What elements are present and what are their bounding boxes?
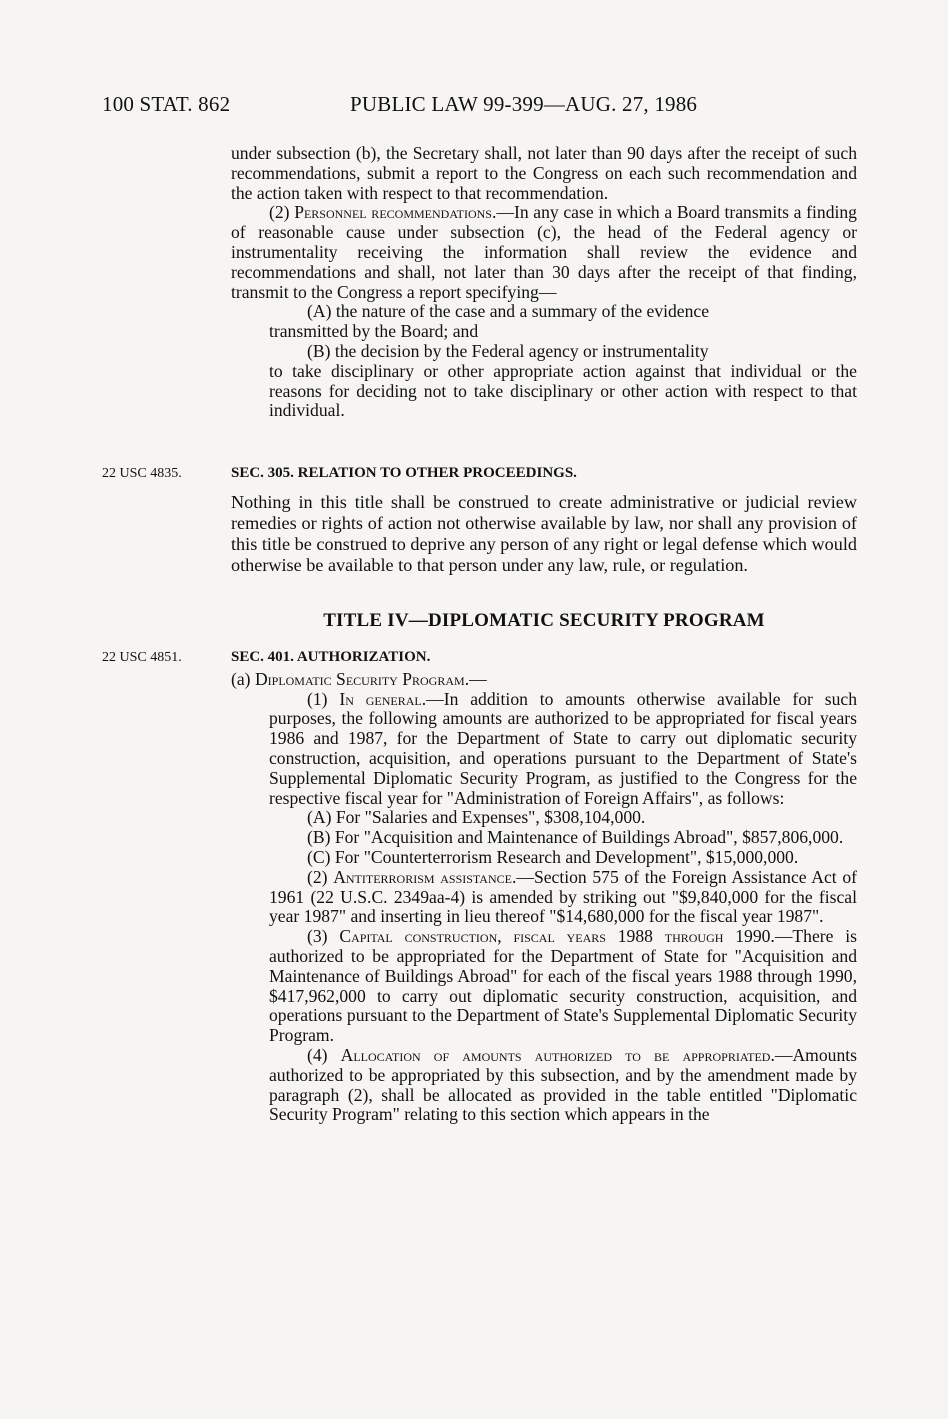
subparagraph-a: (A) For "Salaries and Expenses", $308,104,000. — [307, 807, 646, 828]
paragraph-heading: Personnel recommendations — [294, 202, 492, 223]
page-header-law: PUBLIC LAW 99-399—AUG. 27, 1986 — [350, 92, 698, 116]
page-header-stat: 100 STAT. 862 — [102, 92, 231, 116]
subparagraph-b: (B) For "Acquisition and Maintenance of Buildings Abroad", $857,806,000. — [307, 827, 844, 848]
subsection-a-heading: (a) Diplomatic Security Program.— — [231, 668, 487, 689]
subparagraph-a-continued: transmitted by the Board; and — [269, 321, 479, 342]
continued-section-block — [231, 144, 857, 421]
margin-citation: 22 USC 4835. — [102, 466, 182, 481]
subparagraph-b: (B) the decision by the Federal agency or instrumentality — [307, 340, 709, 361]
subparagraph-a: (A) the nature of the case and a summary of the evidence — [307, 301, 710, 322]
section-heading: SEC. 401. AUTHORIZATION. — [231, 649, 431, 665]
section-305-text: Nothing in this title shall be construed to create administrative or judicial review remedies or rights of action not otherwise available by law, nor shall any provision of this title be construed to deprive any person of any right or legal defense which would otherwise be available to that person under any law, rule, or regulation. — [231, 491, 857, 575]
paragraph-3: (3) Capital construction, fiscal years 1988 through 1990.—There is authorized to be appropriated for the Department of State for "Acquisition and Maintenance of Buildings Abroad" for each of the fiscal years 1988 through 1990, $417,962,000 to carry out diplomatic security construction, acquisition, and operations pursuant to the Department of State's Supplemental Diplomatic Security Program. — [269, 926, 857, 1046]
section-heading: SEC. 305. RELATION TO OTHER PROCEEDINGS. — [231, 465, 577, 481]
paragraph-2: (2) Antiterrorism assistance.—Section 575 of the Foreign Assistance Act of 1961 (22 U.S.C. 2349aa-4) is amended by striking out "$9,840,000 for the fiscal year 1987" and inserting in lieu thereof "$14,680,000 for the fiscal year 1987". — [269, 866, 857, 927]
paragraph-heading: In general — [339, 688, 422, 709]
continued-paragraph: under subsection (b), the Secretary shall, not later than 90 days after the receipt of such recommendations, submit a report to the Congress on each such recommendation and the action taken with respect to that recommendation. — [231, 143, 857, 203]
title-iv — [231, 611, 857, 631]
margin-citation: 22 USC 4851. — [102, 650, 182, 665]
subparagraph-c: (C) For "Counterterrorism Research and Development", $15,000,000. — [307, 846, 799, 867]
paragraph-1: (1) In general.—In addition to amounts otherwise available for such purposes, the following amounts are authorized to be appropriated for fiscal years 1986 and 1987, for the Department of State to carry out diplomatic security construction, acquisition, and operations pursuant to the Department of State's Supplemental Diplomatic Security Program, as justified to the Congress for the respective fiscal year for "Administration of Foreign Affairs", as follows: — [269, 688, 857, 808]
section-305 — [231, 464, 857, 576]
section-401 — [231, 648, 857, 1125]
title-heading: TITLE IV—DIPLOMATIC SECURITY PROGRAM — [323, 610, 765, 631]
paragraph-heading: Allocation of amounts authorized to be appropriated — [340, 1044, 771, 1065]
personnel-recommendations-paragraph: (2) Personnel recommendations.—In any case in which a Board transmits a finding of reasonable cause under subsection (c), the head of the Federal agency or instrumentality receiving the information shall review the evidence and recommendations and shall, not later than 30 days after the receipt of that finding, transmit to the Congress a report specifying— — [231, 202, 857, 302]
paragraph-4: (4) Allocation of amounts authorized to be appropriated.—Amounts authorized to be appropriated by this subsection, and by the amendment made by paragraph (2), shall be allocated as provided in the table entitled "Diplomatic Security Program" relating to this section which appears in the — [269, 1044, 857, 1125]
paragraph-heading: Capital construction, fiscal years 1988 through 1990 — [339, 926, 771, 947]
subparagraph-b-continued: to take disciplinary or other appropriate action against that individual or the reasons for deciding not to take disciplinary or other action with respect to that individual. — [269, 360, 857, 421]
paragraph-heading: Antiterrorism assistance — [333, 866, 512, 887]
